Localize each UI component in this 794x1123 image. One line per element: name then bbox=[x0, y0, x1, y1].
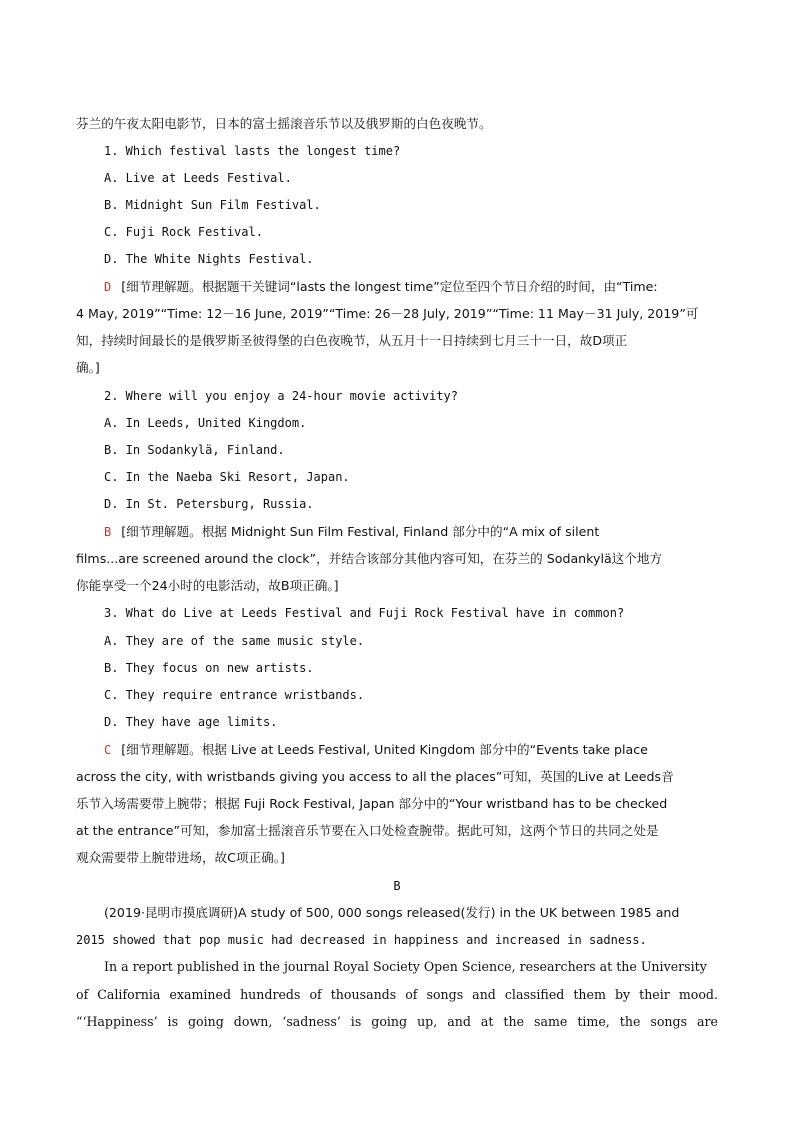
passage-line-1: (2019·昆明市摸底调研)A study of 500, 000 songs released(发行) in the UK between 1985 and bbox=[104, 905, 680, 920]
q1-option-d: D. The White Nights Festival. bbox=[104, 252, 314, 266]
q3-explanation-line-3: 乐节入场需要带上腕带；根据 Fuji Rock Festival, Japan 部分中的“Your wristband has to be checked bbox=[76, 796, 668, 811]
q2-explanation-line-1: B [细节理解题。根据 Midnight Sun Film Festival, Finland 部分中的“A mix of silent bbox=[104, 524, 600, 539]
q2-option-d: D. In St. Petersburg, Russia. bbox=[104, 497, 314, 511]
q2-explanation-line-3: 你能享受一个24小时的电影活动，故B项正确。] bbox=[76, 578, 339, 593]
question-2: 2. Where will you enjoy a 24-hour movie activity? bbox=[104, 389, 459, 403]
q3-option-a: A. They are of the same music style. bbox=[104, 634, 365, 648]
passage-line-3: In a report published in the journal Royal Society Open Science, researchers at the University bbox=[104, 959, 707, 974]
q1-option-b: B. Midnight Sun Film Festival. bbox=[104, 198, 321, 212]
intro-line: 芬兰的午夜太阳电影节，日本的富士摇滚音乐节以及俄罗斯的白色夜晚节。 bbox=[76, 116, 492, 131]
q3-explanation-line-5: 观众需要带上腕带进场，故C项正确。] bbox=[76, 850, 285, 865]
q3-option-d: D. They have age limits. bbox=[104, 715, 278, 729]
q1-explanation-line-3: 知，持续时间最长的是俄罗斯圣彼得堡的白色夜晚节，从五月十一日持续到七月三十一日，故D项正 bbox=[76, 333, 628, 348]
q3-option-b: B. They focus on new artists. bbox=[104, 661, 314, 675]
question-1: 1. Which festival lasts the longest time? bbox=[104, 144, 401, 158]
q1-answer: D bbox=[104, 280, 112, 294]
q2-answer: B bbox=[104, 525, 112, 539]
q1-explanation-line-2: 4 May, 2019”“Time: 12－16 June, 2019”“Time: 26－28 July, 2019”“Time: 11 May－31 July, 2019”可 bbox=[76, 306, 699, 321]
q2-option-c: C. In the Naeba Ski Resort, Japan. bbox=[104, 470, 350, 484]
question-3: 3. What do Live at Leeds Festival and Fuji Rock Festival have in common? bbox=[104, 606, 625, 620]
q3-explanation-line-4: at the entrance”可知，参加富士摇滚音乐节要在入口处检查腕带。据此可知，这两个节日的共同之处是 bbox=[76, 823, 659, 838]
q1-explanation-line-1: D [细节理解题。根据题干关键词“lasts the longest time”定位至四个节日介绍的时间，由“Time: bbox=[104, 279, 658, 294]
q1-option-a: A. Live at Leeds Festival. bbox=[104, 171, 292, 185]
q3-explanation-line-2: across the city, with wristbands giving you access to all the places”可知，英国的Live at Leeds音 bbox=[76, 769, 674, 784]
q3-answer: C bbox=[104, 743, 112, 757]
q1-option-c: C. Fuji Rock Festival. bbox=[104, 225, 263, 239]
passage-line-5: “‘Happiness’ is going down, ‘sadness’ is going up, and at the same time, the songs are bbox=[76, 1014, 718, 1029]
q1-explanation-line-4: 确。] bbox=[76, 360, 100, 375]
passage-line-2: 2015 showed that pop music had decreased in happiness and increased in sadness. bbox=[76, 933, 647, 947]
passage-line-4: of California examined hundreds of thousands of songs and classified them by their mood. bbox=[76, 987, 718, 1002]
q3-explanation-line-1: C [细节理解题。根据 Live at Leeds Festival, United Kingdom 部分中的“Events take place bbox=[104, 742, 648, 757]
q3-option-c: C. They require entrance wristbands. bbox=[104, 688, 365, 702]
q2-option-a: A. In Leeds, United Kingdom. bbox=[104, 416, 307, 430]
section-b-heading: B bbox=[393, 879, 401, 893]
q2-explanation-line-2: films...are screened around the clock”，并结合该部分其他内容可知，在芬兰的 Sodankylä这个地方 bbox=[76, 551, 663, 566]
q2-option-b: B. In Sodankylä, Finland. bbox=[104, 443, 285, 457]
